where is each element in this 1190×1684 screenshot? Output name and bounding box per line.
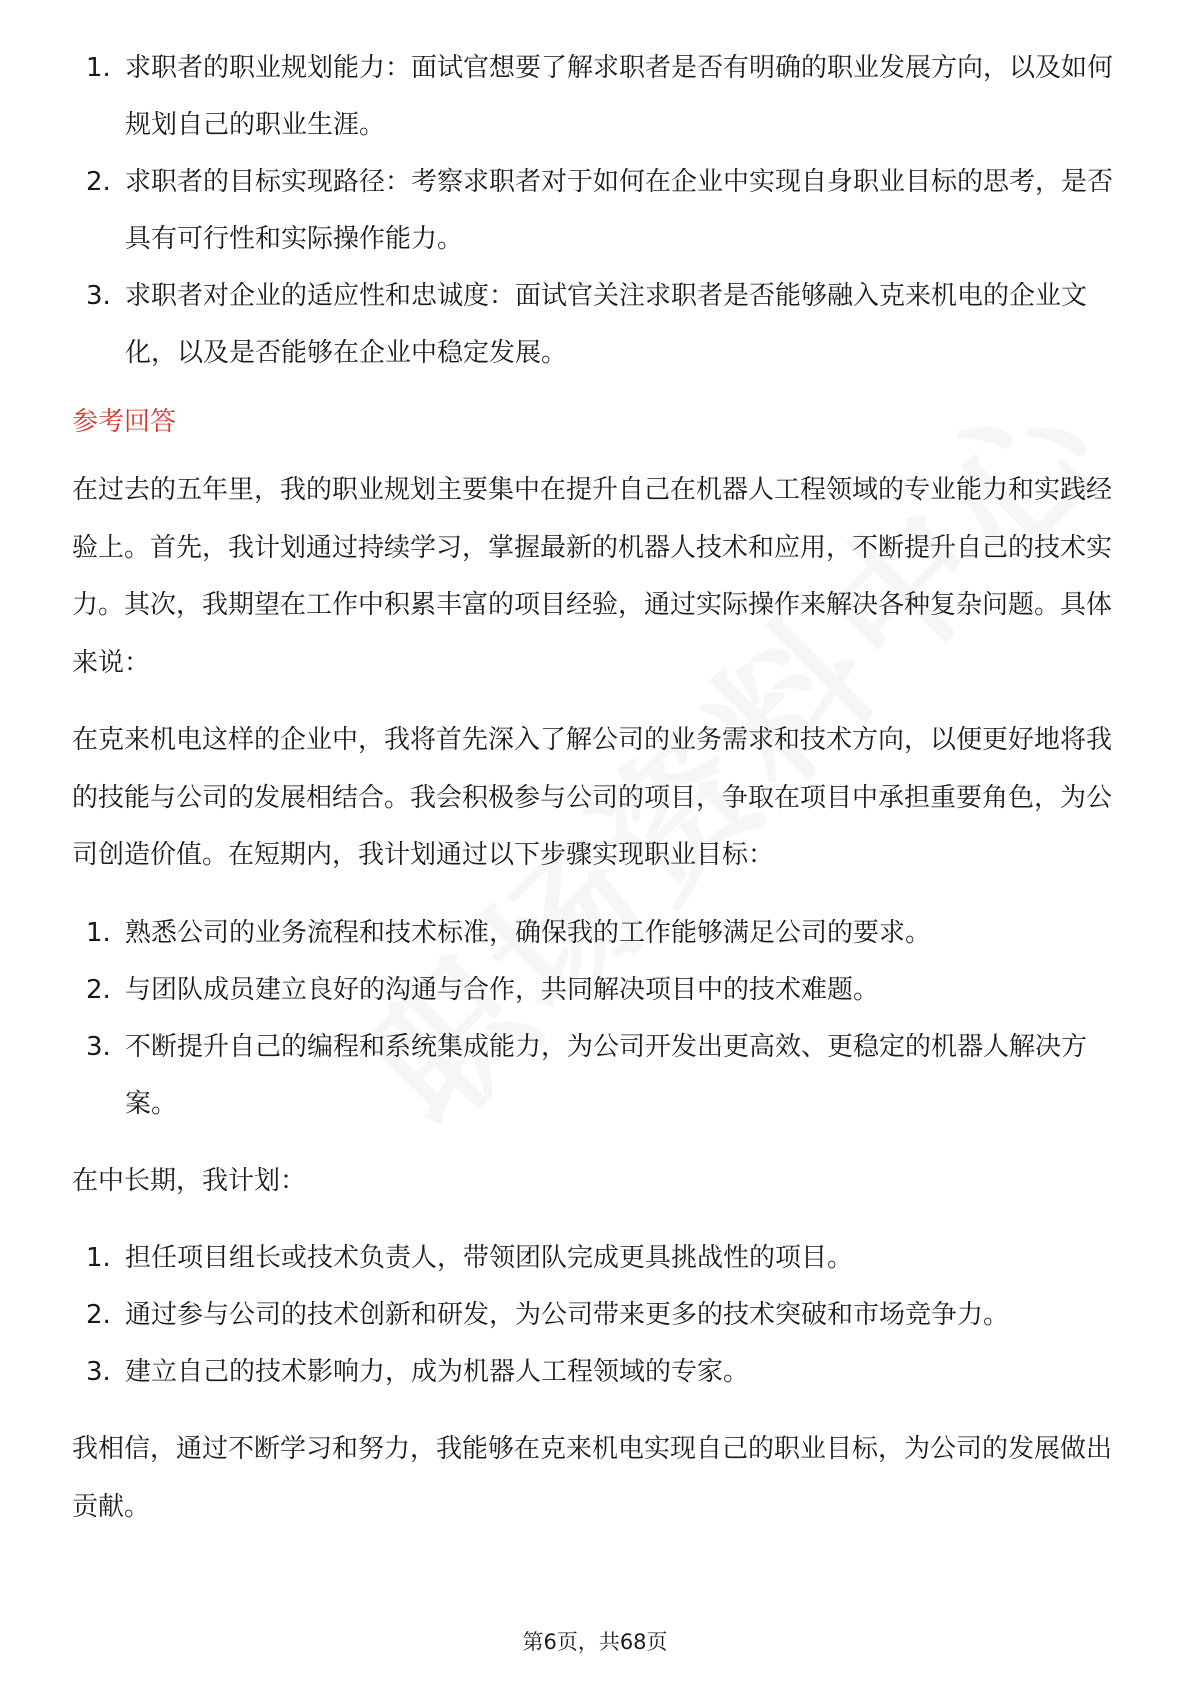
paragraph-intro: 在过去的五年里，我的职业规划主要集中在提升自己在机器人工程领域的专业能力和实践经验上。首先，我计划通过持续学习，掌握最新的机器人技术和应用，不断提升自己的技术实力。其次，我期望在工作中积累丰富的项目经验，通过实际操作来解决各种复杂问题。具体来说： xyxy=(72,475,1113,678)
short-term-steps-list xyxy=(72,905,1122,1133)
list-item-text: 熟悉公司的业务流程和技术标准，确保我的工作能够满足公司的要求。 xyxy=(125,917,932,948)
list-number: 1. xyxy=(86,917,111,948)
list-item-text: 求职者的目标实现路径：考察求职者对于如何在企业中实现自身职业目标的思考，是否具有可行性和实际操作能力。 xyxy=(125,167,1114,254)
list-item xyxy=(72,40,1122,154)
list-item-text: 与团队成员建立良好的沟通与合作，共同解决项目中的技术难题。 xyxy=(125,974,880,1005)
list-item xyxy=(72,268,1122,382)
list-item xyxy=(72,962,1122,1019)
list-item xyxy=(72,154,1122,268)
list-number: 2. xyxy=(86,1300,111,1330)
paragraph-conclusion: 我相信，通过不断学习和努力，我能够在克来机电实现自己的职业目标，为公司的发展做出贡献。 xyxy=(72,1434,1113,1522)
evaluation-points-list xyxy=(72,40,1122,382)
list-item xyxy=(72,1019,1122,1133)
list-number: 1. xyxy=(86,53,111,83)
paragraph-company: 在克来机电这样的企业中，我将首先深入了解公司的业务需求和技术方向，以便更好地将我的技能与公司的发展相结合。我会积极参与公司的项目，争取在项目中承担重要角色，为公司创造价值。在短期内，我计划通过以下步骤实现职业目标： xyxy=(72,725,1113,870)
page-content xyxy=(72,40,1122,1536)
long-term-plans-list xyxy=(72,1230,1122,1401)
list-number: 2. xyxy=(86,167,111,197)
paragraph-long-term: 在中长期，我计划： xyxy=(72,1165,307,1196)
list-number: 2. xyxy=(86,974,111,1005)
list-item-text: 建立自己的技术影响力，成为机器人工程领域的专家。 xyxy=(125,1357,750,1387)
list-number: 3. xyxy=(86,281,111,311)
page-number: 第6页，共68页 xyxy=(522,1630,668,1654)
section-heading: 参考回答 xyxy=(72,407,177,437)
list-number: 3. xyxy=(86,1031,111,1062)
list-item xyxy=(72,1287,1122,1344)
list-item-text: 不断提升自己的编程和系统集成能力，为公司开发出更高效、更稳定的机器人解决方案。 xyxy=(125,1031,1088,1119)
list-item xyxy=(72,905,1122,962)
list-item-text: 通过参与公司的技术创新和研发，为公司带来更多的技术突破和市场竞争力。 xyxy=(125,1300,1010,1330)
list-item-text: 担任项目组长或技术负责人，带领团队完成更具挑战性的项目。 xyxy=(125,1243,854,1273)
list-item-text: 求职者的职业规划能力：面试官想要了解求职者是否有明确的职业发展方向，以及如何规划自己的职业生涯。 xyxy=(125,53,1114,140)
list-item xyxy=(72,1230,1122,1287)
list-number: 3. xyxy=(86,1357,111,1387)
list-item-text: 求职者对企业的适应性和忠诚度：面试官关注求职者是否能够融入克来机电的企业文化，以及是否能够在企业中稳定发展。 xyxy=(125,281,1088,368)
list-item xyxy=(72,1344,1122,1401)
list-number: 1. xyxy=(86,1243,111,1273)
